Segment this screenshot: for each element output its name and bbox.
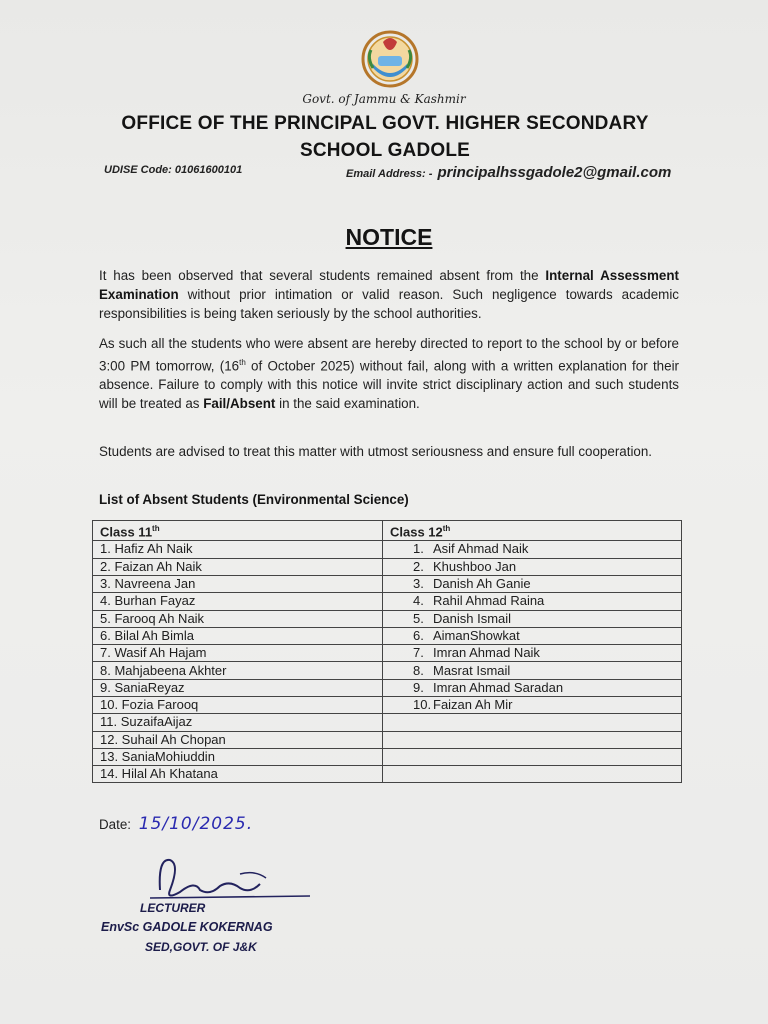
table-row xyxy=(93,610,682,627)
class-11-student: 14. Hilal Ah Khatana xyxy=(93,766,383,783)
date-value: 15/10/2025. xyxy=(138,814,254,834)
p2-text-a: As such all the students who were absent are hereby directed to report to the school by or before 3:00 PM tomorrow, (16 xyxy=(99,336,679,374)
class-12-number: 2. xyxy=(413,558,424,574)
notice-title: NOTICE xyxy=(345,224,433,250)
class-12-student xyxy=(383,714,682,731)
office-title-line2: SCHOOL GADOLE xyxy=(299,140,471,161)
class-11-student: 5. Farooq Ah Naik xyxy=(93,610,383,627)
table-row xyxy=(93,748,682,765)
table-row xyxy=(93,662,682,679)
class-11-student: 12. Suhail Ah Chopan xyxy=(93,731,383,748)
class-12-student xyxy=(383,541,682,558)
class-12-name: Rahil Ahmad Raina xyxy=(433,593,545,609)
class-12-name: Danish Ismail xyxy=(433,610,512,626)
class-12-number: 4. xyxy=(413,593,424,609)
class-12-name: Danish Ah Ganie xyxy=(433,576,531,592)
class-12-student xyxy=(383,610,682,627)
class-12-name: Masrat Ismail xyxy=(433,662,511,678)
table-row xyxy=(93,541,682,558)
class-12-label: Class 12 xyxy=(390,524,443,540)
office-title-line1: OFFICE OF THE PRINCIPAL GOVT. HIGHER SECONDARY xyxy=(121,113,649,134)
table-row xyxy=(93,627,682,644)
class-12-student xyxy=(383,575,682,592)
p1-text-bold: Internal Assessment Examination xyxy=(99,268,679,302)
class-11-label: Class 11 xyxy=(100,524,153,540)
p2-text-b: of October 2025) without fail, along with a written explanation for their absence. Failure to comply with this notice will invite strict disciplinary action and such students will be treated as xyxy=(99,358,679,412)
class-12-name: AimanShowkat xyxy=(433,627,520,643)
class-12-student xyxy=(383,766,682,783)
p1-text-a: It has been observed that several students remained absent from the xyxy=(99,268,546,283)
class-12-name: Asif Ahmad Naik xyxy=(433,541,529,557)
class-12-name: Faizan Ah Mir xyxy=(433,697,513,713)
class-12-number: 1. xyxy=(413,541,424,557)
date-label: Date: xyxy=(99,817,132,832)
paragraph-2 xyxy=(99,334,679,413)
class-12-sup: th xyxy=(442,524,451,533)
table-row xyxy=(93,697,682,714)
class-12-number: 5. xyxy=(413,610,424,626)
paragraph-1 xyxy=(99,266,679,323)
paragraph-3: Students are advised to treat this matter with utmost seriousness and ensure full cooperation. xyxy=(99,444,653,459)
class-11-student: 7. Wasif Ah Hajam xyxy=(93,645,383,662)
p2-text-bold: Fail/Absent xyxy=(203,396,276,412)
class-12-number: 3. xyxy=(413,576,424,592)
class-12-student xyxy=(383,731,682,748)
class-11-student: 11. SuzaifaAijaz xyxy=(93,714,383,731)
table-header-row xyxy=(93,521,682,541)
class-12-name: Khushboo Jan xyxy=(433,558,517,574)
email-line xyxy=(346,164,671,181)
class-12-student xyxy=(383,593,682,610)
class-11-student: 9. SaniaReyaz xyxy=(93,679,383,696)
table-row xyxy=(93,575,682,592)
class-12-name: Imran Ahmad Saradan xyxy=(433,679,564,695)
table-row xyxy=(93,766,682,783)
class-12-student xyxy=(383,748,682,765)
class-11-student: 4. Burhan Fayaz xyxy=(93,593,383,610)
class-12-student xyxy=(383,558,682,575)
date-line xyxy=(99,814,253,834)
class-11-student: 6. Bilal Ah Bimla xyxy=(93,627,383,644)
class-12-number: 7. xyxy=(413,645,424,661)
table-row xyxy=(93,714,682,731)
class-12-student xyxy=(383,645,682,662)
email-label: Email Address: - xyxy=(346,168,433,180)
stamp-line-2: EnvSc GADOLE KOKERNAG xyxy=(101,920,273,934)
govt-line: Govt. of Jammu & Kashmir xyxy=(302,92,466,106)
class-12-number: 8. xyxy=(413,662,424,678)
p2-superscript: th xyxy=(239,358,246,367)
class-12-student xyxy=(383,662,682,679)
absent-students-table xyxy=(92,520,682,783)
class-12-number: 10. xyxy=(413,697,432,713)
class-12-number: 9. xyxy=(413,679,424,695)
class-11-student: 3. Navreena Jan xyxy=(93,575,383,592)
table-row xyxy=(93,645,682,662)
table-row xyxy=(93,731,682,748)
stamp-line-1: LECTURER xyxy=(140,901,206,915)
office-title xyxy=(60,110,710,164)
class-11-student: 1. Hafiz Ah Naik xyxy=(93,541,383,558)
class-12-name: Imran Ahmad Naik xyxy=(433,645,540,661)
class-11-student: 8. Mahjabeena Akhter xyxy=(93,662,383,679)
class-11-student: 10. Fozia Farooq xyxy=(93,697,383,714)
class-12-number: 6. xyxy=(413,627,424,643)
class-12-student xyxy=(383,679,682,696)
stamp-line-3: SED,GOVT. OF J&K xyxy=(145,940,257,954)
state-emblem-icon xyxy=(361,28,419,90)
email-address: principalhssgadole2@gmail.com xyxy=(437,164,672,181)
class-12-student xyxy=(383,697,682,714)
class-11-student: 2. Faizan Ah Naik xyxy=(93,558,383,575)
class-12-student xyxy=(383,627,682,644)
class-11-header xyxy=(93,521,383,541)
class-11-student: 13. SaniaMohiuddin xyxy=(93,748,383,765)
table-row xyxy=(93,679,682,696)
table-row xyxy=(93,558,682,575)
class-11-sup: th xyxy=(152,524,160,533)
absent-list-heading: List of Absent Students (Environmental Science) xyxy=(99,492,409,507)
table-row xyxy=(93,593,682,610)
p2-text-d: in the said examination. xyxy=(275,396,420,412)
p1-text-c: without prior intimation or valid reason. Such negligence towards academic responsibilities is being taken seriously by the school authorities. xyxy=(99,287,679,321)
class-12-header xyxy=(383,521,682,541)
udise-code: UDISE Code: 01061600101 xyxy=(104,164,243,176)
